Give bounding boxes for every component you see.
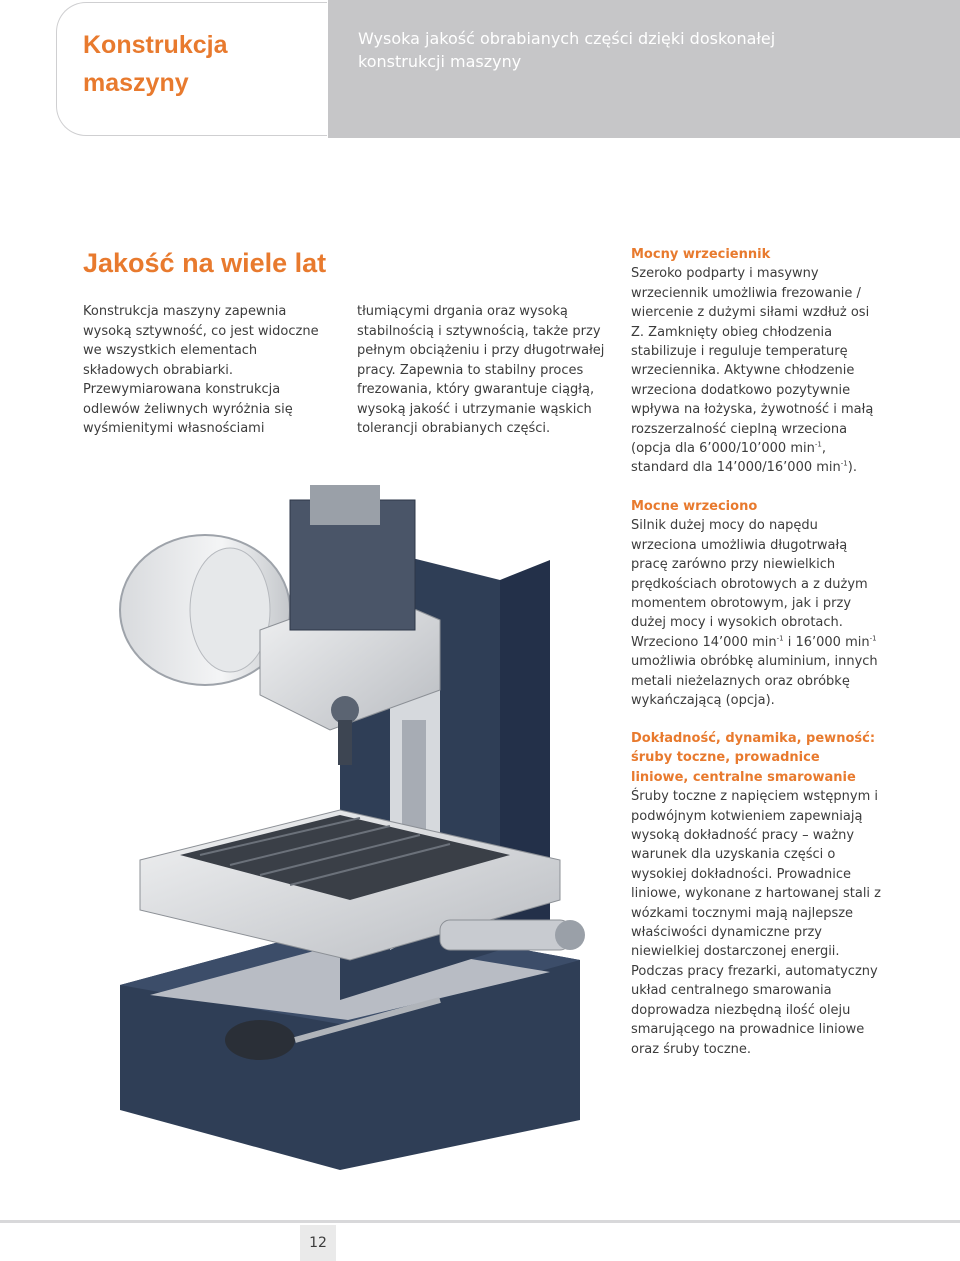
feature-dokladnosc: [631, 729, 881, 1059]
unit-exponent: -1: [869, 634, 877, 643]
feature-wrzeciono-text: Silnik dużej mocy do napędu wrzeciona umożliwia długotrwałą pracę zarówno przy niewielkich prędkościach obrotowych a z dużym momentem obrotowym, jak i przy dużej mocy i wysokich obrotach. Wrzeciono 14’000 min: [631, 518, 868, 650]
unit-exponent: -1: [814, 440, 822, 449]
intro-paragraph-1: Konstrukcja maszyny zapewnia wysoką sztywność, co jest widoczne we wszystkich elementach składowych obrabiarki. Przewymiarowana konstrukcja odlewów żeliwnych wyróżnia się wyśmienitymi własnościami: [83, 304, 319, 436]
feature-wrzeciono: [631, 497, 881, 710]
section-title: Konstrukcja maszyny: [83, 31, 228, 97]
page-number: 12: [300, 1225, 336, 1261]
feature-wrzeciennik: [631, 245, 881, 478]
footer-rule: [0, 1220, 960, 1223]
machining-center-illustration: [110, 480, 605, 1170]
feature-wrzeciennik-title: Mocny wrzeciennik: [631, 247, 771, 262]
page-heading: Jakość na wiele lat: [83, 248, 327, 278]
feature-dokladnosc-title: Dokładność, dynamika, pewność: śruby toczne, prowadnice liniowe, centralne smarowanie: [631, 731, 876, 785]
intro-paragraph-2: tłumiącymi drgania oraz wysoką stabilnością i sztywnością, także przy pełnym obciążeniu i przy długotrwałej pracy. Zapewnia to stabilny proces frezowania, który gwarantuje ciągłą, wysoką jakość i utrzymanie wąskich tolerancji obrabianych części.: [357, 304, 605, 436]
feature-wrzeciono-title: Mocne wrzeciono: [631, 499, 758, 514]
unit-exponent: -1: [840, 460, 848, 469]
feature-wrzeciennik-text-2: , standard dla 14’000/16’000 min: [631, 441, 841, 476]
feature-wrzeciennik-text-3: ).: [847, 460, 857, 476]
feature-dokladnosc-text: Śruby toczne z napięciem wstępnym i podwójnym kotwieniem zapewniają wysoką dokładność pracy – ważny warunek dla uzyskania części o wysokiej dokładności. Prowadnice liniowe, wykonane z hartowanej stali z wózkami tocznymi mają najlepsze właściwości dynamiczne przy niewielkiej dostarczonej energii. Podczas pracy frezarki, automatyczny układ centralnego smarowania doprowadza niezbędną ilość oleju smarującego na prowadnice liniowe oraz śruby toczne.: [631, 789, 881, 1057]
unit-exponent: -1: [776, 634, 784, 643]
section-subtitle: Wysoka jakość obrabianych części dzięki doskonałej konstrukcji maszyny: [358, 29, 776, 71]
feature-wrzeciono-text-2: i 16’000 min: [783, 634, 870, 650]
feature-wrzeciono-text-3: umożliwia obróbkę aluminium, innych metali nieżelaznych oraz obróbkę wykańczającą (opcja).: [631, 654, 878, 709]
feature-wrzeciennik-text: Szeroko podparty i masywny wrzeciennik umożliwia frezowanie / wiercenie z dużymi siłami wzdłuż osi Z. Zamknięty obieg chłodzenia stabilizuje i reguluje temperaturę wrzeciennika. Aktywne chłodzenie wrzeciona dodatkowo pozytywnie wpływa na łożyska, żywotność i małą rozszerzalność cieplną wrzeciona (opcja dla 6’000/10’000 min: [631, 266, 874, 457]
